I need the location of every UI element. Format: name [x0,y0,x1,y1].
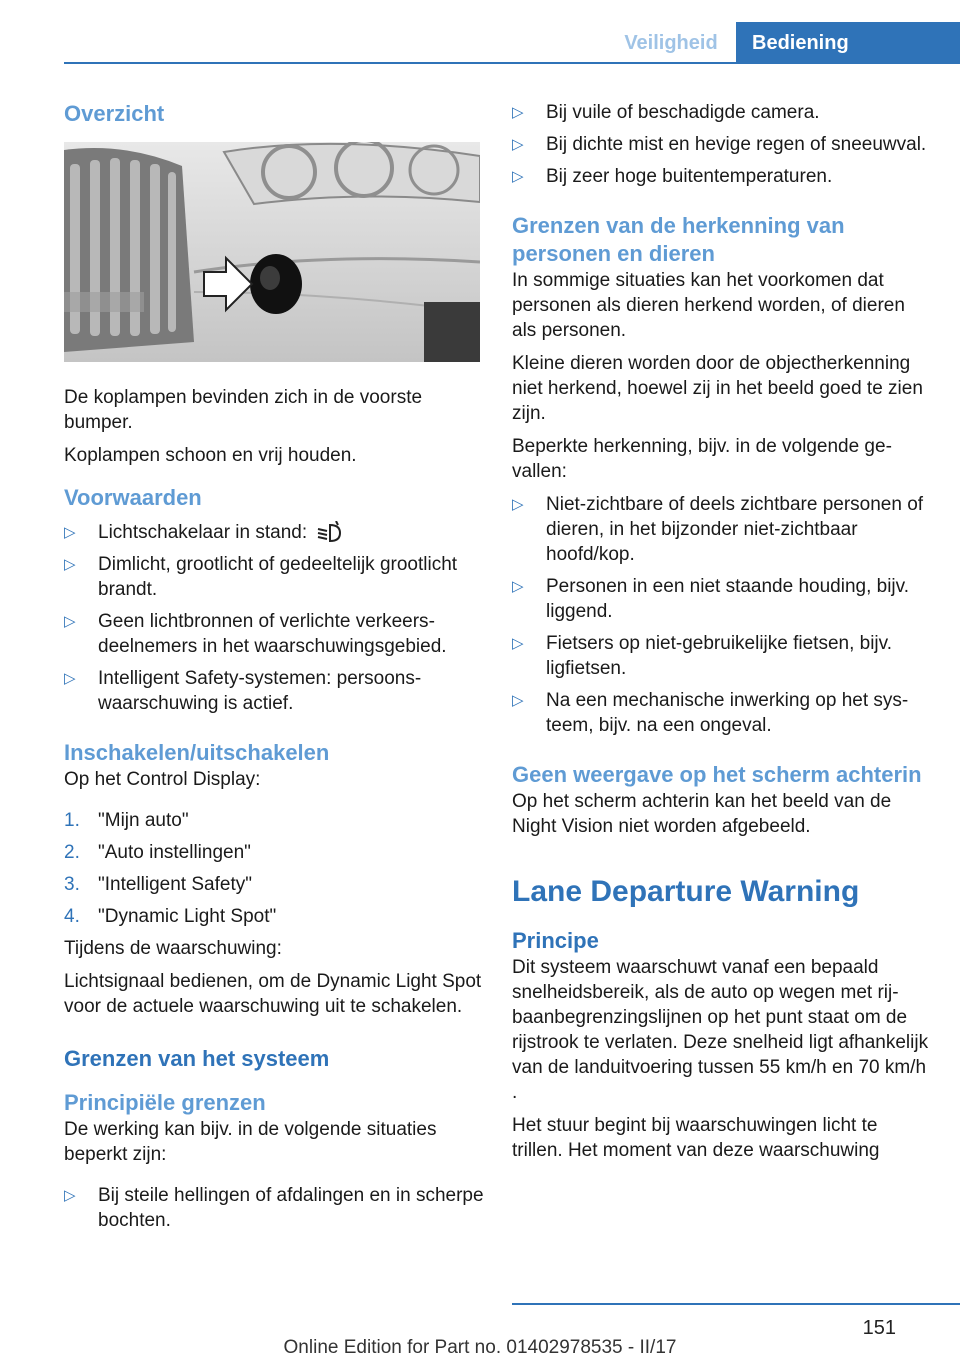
list-item: ▷ Personen in een niet staande houding, bijv. liggend. [512,576,910,622]
principe-p1: Dit systeem waarschuwt vanaf een bepaald snelheidsbereik, als de auto op wegen met rijbaanbegrenzingslijnen op het punt staat om de rijstrook te verlaten. Deze snelheid ligt afhankelijk van de landuitvoering tussen 55 km/h en 70 km/h . [512,957,929,1103]
list-item: ▷ Bij zeer hoge buitentemperaturen. [512,166,833,187]
heading-geen-weergave: Geen weergave op het scherm achterin [512,762,922,787]
herkenning-list [512,492,932,738]
triangle-right-marker-icon: ▷ [512,104,524,121]
voorwaarden-list [64,520,484,716]
herkenning-p2: Kleine dieren worden door de objectherkenning niet herkend, hoewel zij in het beeld goed te zien zijn. [512,353,923,424]
tijdens-text: Tijdens de waarschuwing: [64,938,282,959]
heading-lane-departure-warning: Lane Departure Warning [512,875,860,908]
heading-grenzen-systeem: Grenzen van het systeem [64,1046,330,1071]
list-item: 4. "Dynamic Light Spot" [64,906,277,927]
heading-inschakelen: Inschakelen/uitschakelen [64,740,330,765]
header-bar [64,22,960,64]
headlight-bumper-figure [64,142,480,362]
page-number: 151 [862,1317,896,1339]
triangle-right-marker-icon: ▷ [64,1187,76,1204]
list-item: ▷ Intelligent Safety-systemen: persoonswaarschuwing is actief. [64,668,422,714]
triangle-right-marker-icon: ▷ [512,136,524,153]
herkenning-p3: Beperkte herkenning, bijv. in de volgende gevallen: [512,436,892,482]
heading-grenzen-herkenning: Grenzen van de herkenning van personen en dieren [512,213,845,266]
top-list [512,100,932,189]
list-item: 3. "Intelligent Safety" [64,874,252,895]
principiele-intro: De werking kan bijv. in de volgende situaties beperkt zijn: [64,1119,437,1165]
list-item: ▷ Bij steile hellingen of afdalingen en in scherpe bochten. [64,1185,484,1231]
low-beam-light-icon [316,521,344,545]
triangle-right-marker-icon: ▷ [512,168,524,185]
triangle-right-marker-icon: ▷ [512,578,524,595]
left-column [64,100,484,1240]
list-item: ▷ Lichtschakelaar in stand: [64,520,484,545]
steps-list [64,808,484,929]
heading-principiele-grenzen: Principiële grenzen [64,1090,266,1115]
footer-divider [512,1303,960,1305]
overzicht-p1: De koplampen bevinden zich in de voorste bumper. [64,387,423,433]
list-item: 1. "Mijn auto" [64,810,189,831]
lichtsignaal-text: Lichtsignaal bedienen, om de Dynamic Light Spot voor de actuele waarschuwing uit te schakelen. [64,971,482,1017]
triangle-right-marker-icon: ▷ [512,692,524,709]
principiele-list [64,1183,484,1233]
triangle-right-marker-icon: ▷ [64,670,76,687]
triangle-right-marker-icon: ▷ [64,524,76,541]
herkenning-p1: In sommige situaties kan het voorkomen dat personen als dieren herkend worden, of dieren als personen. [512,270,905,341]
triangle-right-marker-icon: ▷ [64,613,76,630]
triangle-right-marker-icon: ▷ [64,556,76,573]
list-item: ▷ Na een mechanische inwerking op het systeem, bijv. na een ongeval. [512,690,909,736]
list-item: ▷ Fietsers op niet-gebruikelijke fietsen, bijv. ligfietsen. [512,633,893,679]
list-item: ▷ Bij dichte mist en hevige regen of sneeuwval. [512,134,927,155]
list-item: ▷ Dimlicht, grootlicht of gedeeltelijk grootlicht brandt. [64,554,458,600]
inschakelen-intro: Op het Control Display: [64,769,261,790]
tab-bediening[interactable]: Bediening [736,22,960,62]
right-column [512,100,932,1163]
heading-voorwaarden: Voorwaarden [64,485,202,510]
principe-p2: Het stuur begint bij waarschuwingen licht te trillen. Het moment van deze waarschuwing [512,1115,880,1161]
tab-veiligheid[interactable]: Veiligheid [606,22,736,62]
list-item: ▷ Niet-zichtbare of deels zichtbare personen of dieren, in het bijzonder niet-zichtbaar hoofd/kop. [512,494,924,565]
overzicht-p2: Koplampen schoon en vrij houden. [64,445,357,466]
geen-weergave-text: Op het scherm achterin kan het beeld van de Night Vision niet worden afgebeeld. [512,791,892,837]
list-item: ▷ Geen lichtbronnen of verlichte verkeersdeelnemers in het waarschuwingsgebied. [64,611,447,657]
heading-overzicht: Overzicht [64,101,165,126]
triangle-right-marker-icon: ▷ [512,496,524,513]
triangle-right-marker-icon: ▷ [512,635,524,652]
heading-principe: Principe [512,928,599,953]
list-item: ▷ Bij vuile of beschadigde camera. [512,102,820,123]
list-item: 2. "Auto instellingen" [64,842,251,863]
footer-edition: Online Edition for Part no. 01402978535 - II/17 [283,1337,677,1358]
